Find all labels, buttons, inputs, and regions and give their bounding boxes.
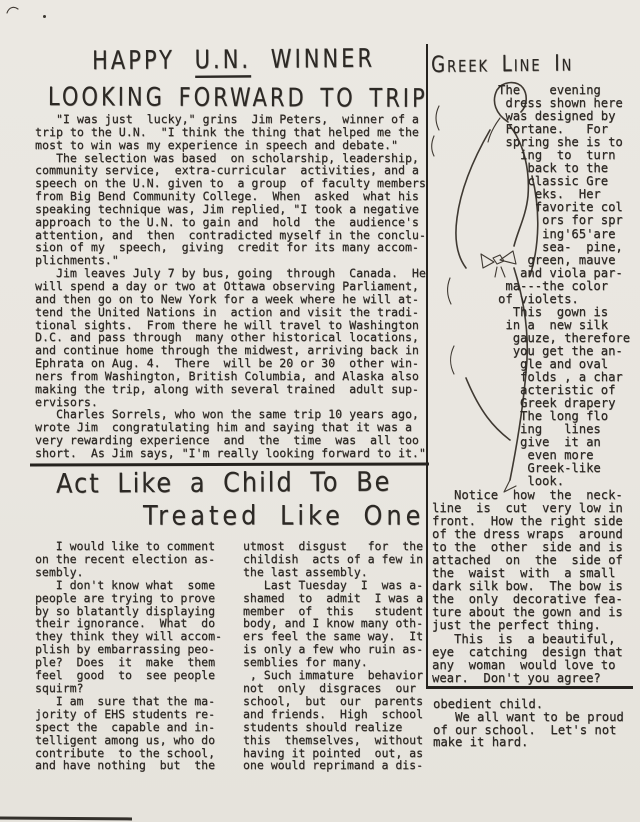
text-line: people are trying to prove	[35, 590, 216, 605]
text-line: on the recent election as-	[35, 551, 216, 566]
text-line: We all want to be proud	[433, 709, 624, 724]
text-line: most to win was my experience in speech and debate."	[35, 137, 398, 152]
text-line: was designed by	[432, 109, 616, 124]
text-line: very rewarding experience and the time was all too	[35, 433, 419, 448]
text-line: attention, and then contradicted myself in the conclu-	[35, 227, 426, 242]
text-line: tend the United Nations in action and visit the tradi-	[35, 304, 419, 319]
text-line: just the perfect thing.	[432, 618, 601, 633]
text-line: classic Gre	[432, 174, 609, 189]
text-line: and then go on to New York for a week where he will at-	[35, 291, 419, 306]
text-line: from Big Bend Community College. When asked what his	[35, 189, 419, 204]
text-line: sea- pine,	[432, 239, 623, 254]
text-line: ers feel the same way. It	[243, 629, 424, 644]
text-line: of our school. Let's not	[433, 722, 617, 737]
text-line: line is cut very low in	[432, 501, 623, 516]
text-line: ervisors.	[35, 394, 98, 409]
text-line: Notice how the neck-	[432, 488, 623, 502]
text-line: plichments."	[35, 253, 119, 268]
text-line: this themselves, without	[243, 732, 424, 747]
text-line: I would like to comment	[35, 539, 216, 553]
text-line: by so blatantly displaying	[35, 603, 216, 618]
text-line: Last Tuesday I was a-	[243, 577, 424, 592]
text-line: of violets.	[432, 291, 579, 306]
text-line: is only a few who ruin as-	[243, 642, 424, 657]
text-line: tional sights. From there he will travel to Washington	[35, 317, 419, 332]
greek-column-full-text	[432, 489, 623, 685]
text-line: approach to the U.N. to gain and hold the audience's	[35, 214, 419, 229]
text-line: acteristic of	[432, 383, 616, 398]
text-line: shamed to admit I was a	[243, 590, 424, 605]
text-line: contribute to the school,	[35, 745, 216, 760]
text-line: Charles Sorrels, who won the same trip 10 years ago,	[35, 407, 419, 422]
text-line: not only disgraces our	[243, 680, 417, 695]
text-line: Fortane. For	[432, 122, 609, 137]
text-line: gauze, therefore	[432, 330, 631, 345]
text-line: The selection was based on scholarship, leadership,	[35, 150, 419, 165]
text-line: back to the	[432, 161, 609, 176]
headline-un-underlined: U.N.	[195, 45, 252, 78]
text-line: The long flo	[432, 409, 609, 424]
text-line: ma---the color	[432, 278, 609, 293]
text-line: will spend a day or two at Ottawa observing Parliament,	[35, 278, 419, 293]
un-article-body	[35, 113, 426, 460]
text-line: any woman would love to	[432, 657, 616, 672]
text-line: to the other side and is	[432, 540, 623, 555]
text-line: trip to the U.N. "I think the thing that helped me the	[35, 124, 419, 139]
text-line: Ephrata on Aug. 4. There will be 20 or 30 other win-	[35, 356, 419, 371]
ink-dot	[43, 15, 46, 18]
horizontal-rule-under-greek-column	[426, 686, 633, 689]
text-line: front. How the right side	[432, 514, 623, 529]
text-line: the waist with a small	[432, 566, 616, 581]
text-line: Greek-like	[432, 461, 601, 476]
text-line: making the trip, along with several trained adult sup-	[35, 381, 419, 396]
child-article-left-column	[35, 540, 222, 772]
text-line: , Such immature behavior	[243, 668, 424, 683]
text-line: speaking technique was, Jim replied, "I took a negative	[35, 201, 419, 216]
text-line: dress shown here	[432, 96, 623, 111]
text-line: Greek drapery	[432, 396, 616, 411]
text-line: eye catching design that	[432, 644, 623, 659]
scan-edge-mark	[0, 817, 132, 821]
text-line: make it hard.	[433, 735, 529, 750]
text-line: member of this student	[243, 603, 424, 618]
text-line: their ignorance. What do	[35, 616, 216, 631]
text-line: ors for spr	[432, 213, 623, 228]
text-line: and have nothing but the	[35, 758, 216, 773]
text-line: ture about the gown and is	[432, 605, 623, 620]
child-article-continuation	[433, 698, 624, 749]
greek-column-headline: Greek Line In	[431, 50, 574, 79]
text-line: ners from Washington, British Columbia, and Alaska also	[35, 368, 419, 383]
text-line: spect the capable and in-	[35, 719, 216, 734]
text-line: squirm?	[35, 680, 84, 695]
text-line: the last assembly.	[243, 564, 368, 579]
text-line: "I was just lucky," grins Jim Peters, winner of a	[35, 112, 419, 126]
text-line: even more	[432, 448, 594, 463]
text-line: wear. Don't you agree?	[432, 670, 601, 685]
text-line: dark silk bow. The bow is	[432, 579, 623, 594]
text-line: having it pointed out, as	[243, 745, 424, 760]
text-line: semblies for many.	[243, 655, 368, 670]
text-line: body, and I know many oth-	[243, 616, 424, 631]
text-line: sion of my speech, giving credit for its many accom-	[35, 240, 419, 255]
text-line: spring she is to	[432, 135, 623, 150]
text-line: they think they will accom-	[35, 629, 222, 644]
text-line: The evening	[432, 83, 601, 97]
text-line: plish by embarrassing peo-	[35, 642, 216, 657]
un-article-headline-line1	[92, 44, 375, 76]
vertical-column-rule	[426, 44, 428, 688]
text-line: give it an	[432, 435, 601, 450]
text-line: D.C. and pass through many other historical locations,	[35, 330, 419, 345]
text-line: of the dress wraps around	[432, 527, 623, 542]
child-article-headline-line2: Treated Like One	[143, 500, 425, 532]
text-line: childish acts of a few in	[243, 551, 424, 566]
text-line: I am sure that the ma-	[35, 693, 216, 708]
text-line: ing to turn	[432, 148, 616, 163]
text-line: attached on the side of	[432, 553, 623, 568]
text-line: in a new silk	[432, 317, 609, 332]
text-line: Jim leaves July 7 by bus, going through Canada. He	[35, 266, 426, 281]
headline-word: HAPPY	[92, 45, 176, 76]
text-line: the only decorative fea-	[432, 592, 623, 607]
text-line: students should realize	[243, 719, 403, 734]
text-line: you get the an-	[432, 343, 623, 358]
text-line: one would reprimand a dis-	[243, 758, 424, 773]
text-line: feel good to see people	[35, 668, 216, 683]
child-article-headline-line1: Act Like a Child To Be	[56, 466, 392, 500]
child-article-right-column	[243, 540, 423, 772]
pen-mark-top-left	[4, 3, 34, 23]
text-line: I don't know what some	[35, 577, 216, 592]
text-line: eks. Her	[432, 187, 601, 202]
text-line: short. As Jim says, "I'm really looking forward to it."	[35, 445, 426, 460]
text-line: community service, extra-curricular activities, and a	[35, 163, 419, 178]
text-line: obedient child.	[433, 697, 544, 711]
text-line: telligent among us, who do	[35, 732, 216, 747]
text-line: ing'65'are	[432, 226, 616, 241]
text-line: This gown is	[432, 304, 609, 319]
text-line: and continue home through the midwest, arriving back in	[35, 343, 419, 358]
text-line: and viola par-	[432, 265, 623, 280]
text-line: school, but our parents	[243, 693, 424, 708]
greek-column-wrapped-text	[432, 84, 630, 488]
text-line: look.	[432, 474, 565, 489]
text-line: and friends. High school	[243, 706, 424, 721]
un-article-headline-line2: LOOKING FORWARD TO TRIP	[47, 82, 428, 113]
text-line: folds , a char	[432, 370, 623, 385]
text-line: ple? Does it make them	[35, 655, 216, 670]
text-line: gle and oval	[432, 356, 609, 371]
text-line: green, mauve	[432, 252, 616, 267]
headline-word: WINNER	[270, 43, 376, 74]
text-line: sembly.	[35, 564, 84, 579]
text-line: favorite col	[432, 200, 623, 215]
text-line: utmost disgust for the	[243, 539, 424, 553]
text-line: This is a beautiful,	[432, 631, 616, 646]
text-line: wrote Jim congratulating him and saying that it was a	[35, 420, 412, 435]
text-line: jority of EHS students re-	[35, 706, 216, 721]
text-line: speech on the U.N. given to a group of faculty members	[35, 176, 426, 191]
text-line: ing lines	[432, 422, 601, 437]
